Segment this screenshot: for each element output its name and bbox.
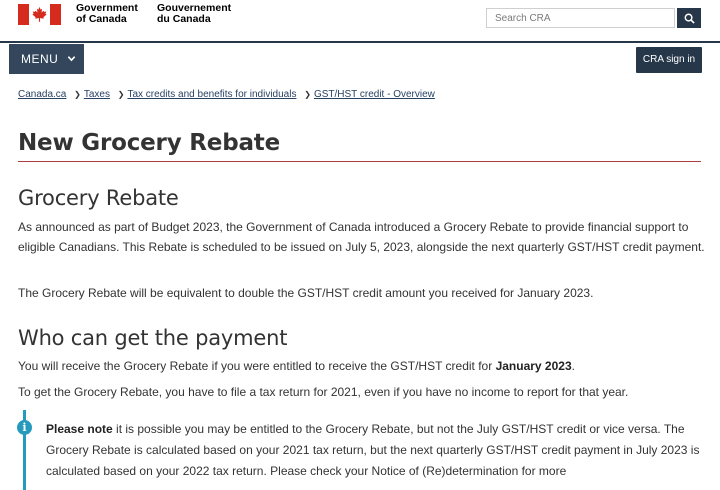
gov-en-line2: of Canada <box>76 13 127 25</box>
eligibility-text: You will receive the Grocery Rebate if you were entitled to receive the GST/HST credit for <box>18 359 496 373</box>
menu-button[interactable] <box>9 44 84 74</box>
page-title: New Grocery Rebate <box>18 130 280 156</box>
search-icon <box>684 13 695 24</box>
site-header <box>0 0 720 42</box>
section2-paragraph-1 <box>18 356 708 376</box>
gov-en-line1: Government <box>76 2 138 14</box>
header-divider <box>0 41 720 43</box>
note-label: Please note <box>46 422 113 436</box>
chevron-down-icon <box>67 54 76 63</box>
section-heading-grocery-rebate: Grocery Rebate <box>18 186 179 210</box>
chevron-right-icon: ❯ <box>304 90 311 99</box>
breadcrumb-gst-hst-overview[interactable]: GST/HST credit - Overview <box>313 89 435 100</box>
breadcrumb-canada[interactable]: Canada.ca <box>18 89 67 100</box>
eligibility-period: . <box>571 359 575 373</box>
title-underline <box>18 161 701 162</box>
breadcrumb-taxes[interactable]: Taxes <box>83 89 110 100</box>
gov-fr-line2: du Canada <box>157 13 211 25</box>
note-text: it is possible you may be entitled to the Grocery Rebate, but not the July GST/HST credit or vice versa. The Grocery Rebate is calculated based on your 2021 tax return, but the next quarterly GST/HST credit payment in July 2023 is calculated based on your 2022 tax return. Please check your Notice of (Re)determination for more <box>46 422 700 478</box>
section1-paragraph-2: The Grocery Rebate will be equivalent to double the GST/HST credit amount you received for January 2023. <box>18 286 594 300</box>
gov-name-english <box>76 3 138 25</box>
canada-flag-logo[interactable] <box>18 4 61 25</box>
info-note <box>46 419 706 482</box>
info-icon: i <box>17 420 32 435</box>
search-button[interactable] <box>677 8 701 28</box>
section-heading-who-can-get: Who can get the payment <box>18 326 288 350</box>
cra-sign-in-button[interactable]: CRA sign in <box>636 47 702 73</box>
menu-label: MENU <box>21 52 59 66</box>
chevron-right-icon: ❯ <box>117 90 125 99</box>
breadcrumb-tax-credits[interactable]: Tax credits and benefits for individuals <box>127 89 297 100</box>
gov-fr-line1: Gouvernement <box>157 2 232 14</box>
breadcrumb <box>18 89 435 100</box>
section2-paragraph-2: To get the Grocery Rebate, you have to file a tax return for 2021, even if you have no income to report for that year. <box>18 385 629 399</box>
section1-paragraph-1: As announced as part of Budget 2023, the Government of Canada introduced a Grocery Rebate to provide financial support to eligible Canadians. This Rebate is scheduled to be issued on July 5, 2023, alongside the next quarterly GST/HST credit payment. <box>18 220 705 254</box>
gov-name-french <box>157 3 231 25</box>
chevron-right-icon: ❯ <box>74 90 81 99</box>
eligibility-date: January 2023 <box>495 359 572 373</box>
search-input[interactable]: Search CRA <box>486 8 675 28</box>
